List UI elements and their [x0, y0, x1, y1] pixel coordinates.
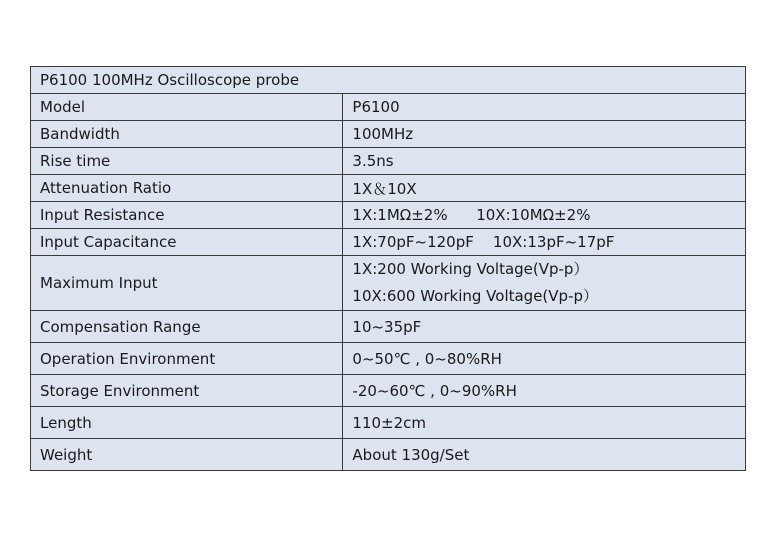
row-label-compensation-range: Compensation Range	[31, 311, 343, 343]
spec-table	[30, 66, 746, 471]
table-row	[31, 343, 746, 375]
row-value-storage-environment: -20~60℃ , 0~90%RH	[343, 375, 746, 407]
table-row	[31, 94, 746, 121]
row-value-input-capacitance: 1X:70pF~120pF 10X:13pF~17pF	[343, 229, 746, 256]
row-value-weight: About 130g/Set	[343, 439, 746, 471]
row-value-length: 110±2cm	[343, 407, 746, 439]
row-value-input-resistance: 1X:1MΩ±2% 10X:10MΩ±2%	[343, 202, 746, 229]
table-title-row	[31, 67, 746, 94]
table-row	[31, 202, 746, 229]
table-title: P6100 100MHz Oscilloscope probe	[31, 67, 746, 94]
row-label-attenuation-ratio: Attenuation Ratio	[31, 175, 343, 202]
table-row	[31, 121, 746, 148]
row-value-model: P6100	[343, 94, 746, 121]
row-label-weight: Weight	[31, 439, 343, 471]
maximum-input-line-1x: 1X:200 Working Voltage(Vp-p）	[352, 260, 589, 278]
row-label-rise-time: Rise time	[31, 148, 343, 175]
row-value-compensation-range: 10~35pF	[343, 311, 746, 343]
table-row	[31, 407, 746, 439]
row-label-model: Model	[31, 94, 343, 121]
row-label-operation-environment: Operation Environment	[31, 343, 343, 375]
row-value-maximum-input	[343, 256, 746, 311]
row-value-attenuation-ratio: 1X＆10X	[343, 175, 746, 202]
table-row	[31, 439, 746, 471]
maximum-input-line-10x: 10X:600 Working Voltage(Vp-p）	[352, 287, 599, 305]
table-row	[31, 311, 746, 343]
table-row	[31, 229, 746, 256]
table-row	[31, 375, 746, 407]
row-label-input-resistance: Input Resistance	[31, 202, 343, 229]
row-label-maximum-input: Maximum Input	[31, 256, 343, 311]
table-row	[31, 256, 746, 311]
row-value-rise-time: 3.5ns	[343, 148, 746, 175]
row-value-operation-environment: 0~50℃ , 0~80%RH	[343, 343, 746, 375]
table-row	[31, 148, 746, 175]
table-row	[31, 175, 746, 202]
row-label-input-capacitance: Input Capacitance	[31, 229, 343, 256]
row-value-bandwidth: 100MHz	[343, 121, 746, 148]
row-label-bandwidth: Bandwidth	[31, 121, 343, 148]
row-label-storage-environment: Storage Environment	[31, 375, 343, 407]
row-label-length: Length	[31, 407, 343, 439]
